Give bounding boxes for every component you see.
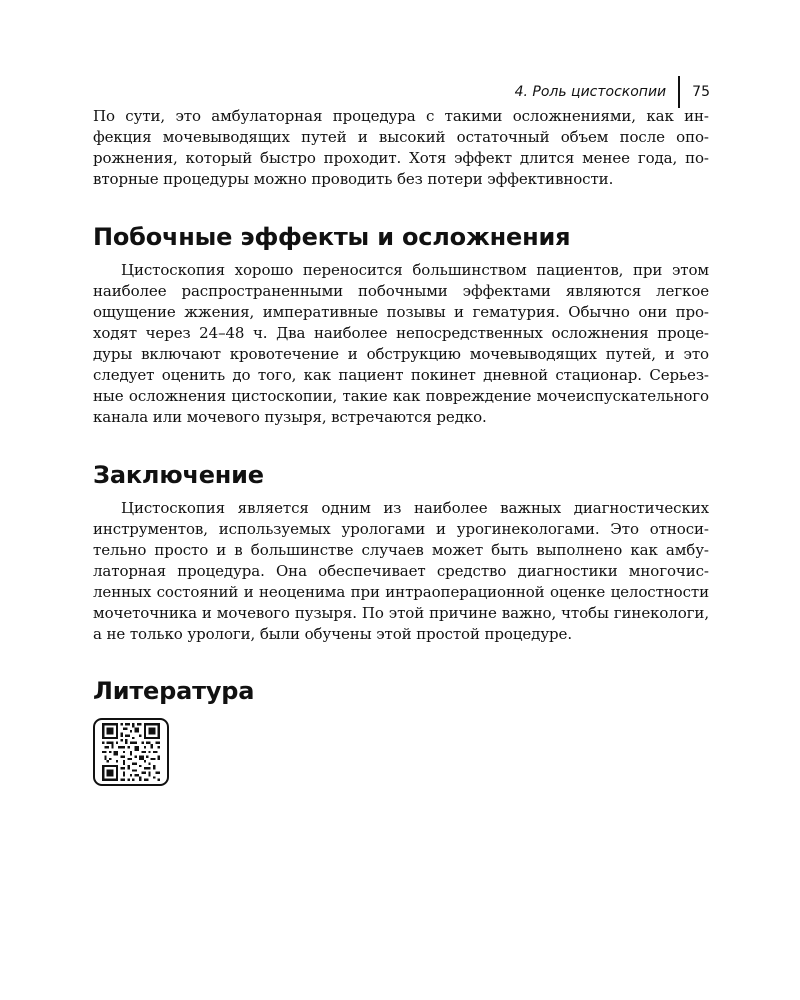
conclusion-paragraph: Цистоскопия является одним из наиболее важных диагностических инструментов, используемых урологами и урогинекологами. Это относительно просто и в большинстве случаев может быть выполнено как амбулаторная процедура. Она обеспечивает средство диагностики многочисленных состояний и неоценима при интраоперационной оценке целостности мочеточника и мочевого пузыря. По этой причине важно, чтобы гинекологи, а не только урологи, были обучены этой простой процедуре. — [93, 499, 709, 643]
page-number: 75 — [692, 84, 710, 100]
conclusion-heading: Заключение — [93, 461, 264, 489]
references-qr-frame[interactable] — [93, 718, 169, 786]
running-head — [515, 76, 710, 108]
chapter-title: 4. Роль цистоскопии — [514, 84, 667, 100]
qr-code-icon — [102, 723, 160, 781]
references-heading: Литература — [93, 677, 255, 705]
side-effects-paragraph: Цистоскопия хорошо переносится большинством пациентов, при этом наиболее распространенными побочными эффектами являются легкое ощущение жжения, императивные позывы и гематурия. Обычно они проходят через 24–48 ч. Два наиболее непосредственных осложнения процедуры включают кровотечение и обструкцию мочевыводящих путей, и это следует оценить до того, как пациент покинет дневной стационар. Серьезные осложнения цистоскопии, такие как повреждение мочеиспускательного канала или мочевого пузыря, встречаются редко. — [93, 261, 709, 426]
intro-paragraph: По сути, это амбулаторная процедура с такими осложнениями, как инфекция мочевыводящих путей и высокий остаточный объем после опорожнения, который быстро проходит. Хотя эффект длится менее года, повторные процедуры можно проводить без потери эффективности. — [93, 107, 709, 188]
page-content — [93, 106, 709, 786]
side-effects-heading: Побочные эффекты и осложнения — [93, 223, 571, 251]
